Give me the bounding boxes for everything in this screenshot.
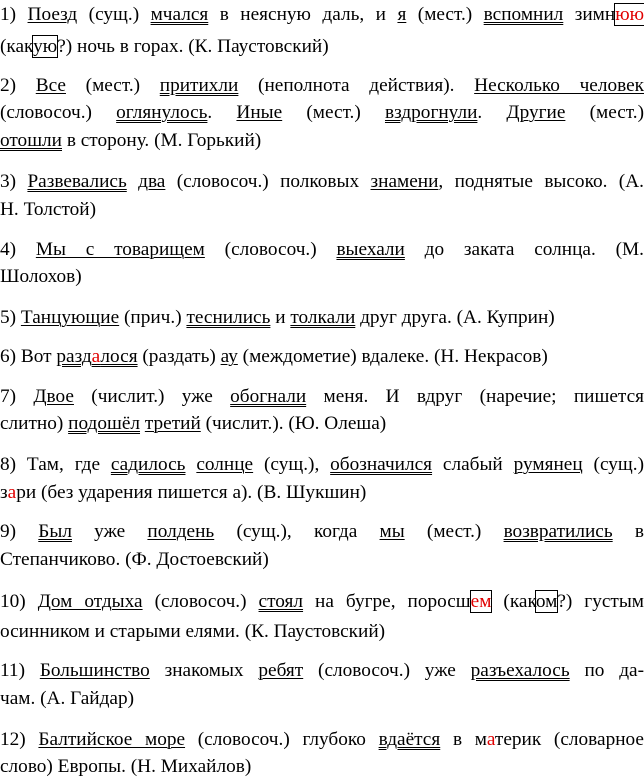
subject: Несколько человек bbox=[474, 75, 644, 96]
predicate: подошёл bbox=[68, 413, 141, 434]
predicate: стоял bbox=[258, 591, 304, 612]
ending-box: ом bbox=[535, 591, 558, 612]
predicate: притихли bbox=[159, 75, 239, 96]
predicate: отошли bbox=[0, 130, 62, 151]
line-9-1: 9) Был уже полдень (сущ.), когда мы (мест.) возвратились в bbox=[0, 521, 644, 542]
predicate: садилось bbox=[110, 454, 186, 475]
subject: Балтийское море bbox=[38, 729, 186, 750]
line-4-2: Шолохов) bbox=[0, 266, 82, 287]
predicate: выехали bbox=[336, 239, 405, 260]
line-3-1: 3) Развевались два (словосоч.) полковых знамени, поднятые высоко. (А. bbox=[0, 171, 644, 192]
line-9-2: Степанчиково. (Ф. Достоевский) bbox=[0, 549, 269, 570]
subject: Двое bbox=[33, 386, 74, 407]
subject: ау bbox=[220, 346, 238, 367]
line-2-2: (словосоч.) оглянулось. Иные (мест.) вздрогнули. Другие (мест.) bbox=[0, 102, 644, 123]
subject: Большинство bbox=[39, 660, 150, 681]
ending-box: ем bbox=[470, 591, 492, 612]
predicate: раздалося bbox=[56, 346, 138, 367]
line-4-1: 4) Мы с товарищем (словосоч.) выехали до заката солнца. (М. bbox=[0, 239, 644, 260]
line-2-1: 2) Все (мест.) притихли (неполнота действия). Несколько человек bbox=[0, 75, 644, 96]
subject: ребят bbox=[258, 660, 304, 681]
ending-box: ую bbox=[33, 36, 58, 57]
line-11-2: чам. (А. Гайдар) bbox=[0, 688, 135, 709]
predicate: разъехалось bbox=[470, 660, 570, 681]
predicate: обогнали bbox=[230, 386, 307, 407]
subject: знамени bbox=[370, 171, 439, 192]
subject: Иные bbox=[236, 102, 283, 123]
subject: два bbox=[138, 171, 166, 192]
predicate: вспомнил bbox=[483, 4, 564, 25]
predicate: Развевались bbox=[27, 171, 127, 192]
line-7-2: слитно) подошёл третий (числит.). (Ю. Олеша) bbox=[0, 413, 387, 434]
line-1-1: 1) Поезд (сущ.) мчался в неясную даль, и я (мест.) вспомнил зимнюю bbox=[0, 4, 644, 25]
subject: Поезд bbox=[27, 4, 78, 25]
subject: Все bbox=[35, 75, 66, 96]
predicate: теснились bbox=[186, 307, 271, 328]
subject: солнце bbox=[196, 454, 254, 475]
predicate: мчался bbox=[150, 4, 209, 25]
subject: Дом отдыха bbox=[37, 591, 143, 612]
subject: полдень bbox=[147, 521, 215, 542]
line-10-2: осинником и старыми елями. (К. Паустовский) bbox=[0, 621, 386, 642]
line-10-1: 10) Дом отдыха (словосоч.) стоял на бугре, поросшем (каком?) густым bbox=[0, 591, 644, 612]
predicate: вздрогнули bbox=[384, 102, 478, 123]
line-5-1: 5) Танцующие (прич.) теснились и толкали друг друга. (А. Куприн) bbox=[0, 307, 555, 328]
subject: Мы с товарищем bbox=[35, 239, 205, 260]
predicate: обозначился bbox=[330, 454, 433, 475]
predicate: Был bbox=[38, 521, 72, 542]
predicate: вдаётся bbox=[378, 729, 441, 750]
subject: мы bbox=[379, 521, 405, 542]
line-8-2: зари (без ударения пишется а). (В. Шукшин) bbox=[0, 482, 367, 503]
predicate: толкали bbox=[290, 307, 356, 328]
predicate: оглянулось bbox=[116, 102, 208, 123]
subject: Танцующие bbox=[20, 307, 120, 328]
line-6-1: 6) Вот раздалося (раздать) ау (междометие) вдалеке. (Н. Некрасов) bbox=[0, 346, 548, 367]
line-7-1: 7) Двое (числит.) уже обогнали меня. И вдруг (наречие; пишется bbox=[0, 386, 644, 407]
predicate: возвратились bbox=[503, 521, 613, 542]
ending-box: юю bbox=[615, 4, 644, 25]
subject: я bbox=[397, 4, 407, 25]
line-8-1: 8) Там, где садилось солнце (сущ.), обозначился слабый румянец (сущ.) bbox=[0, 454, 644, 475]
subject: третий bbox=[144, 413, 201, 434]
subject: румянец bbox=[513, 454, 583, 475]
line-1-2: (какую?) ночь в горах. (К. Паустовский) bbox=[0, 36, 329, 57]
line-11-1: 11) Большинство знакомых ребят (словосоч.) уже разъехалось по да- bbox=[0, 660, 644, 681]
line-3-2: Н. Толстой) bbox=[0, 199, 97, 220]
subject: Другие bbox=[506, 102, 566, 123]
line-12-2: слово) Европы. (Н. Михайлов) bbox=[0, 756, 252, 777]
line-2-3: отошли в сторону. (М. Горький) bbox=[0, 130, 262, 151]
line-12-1: 12) Балтийское море (словосоч.) глубоко вдаётся в материк (словарное bbox=[0, 729, 644, 750]
